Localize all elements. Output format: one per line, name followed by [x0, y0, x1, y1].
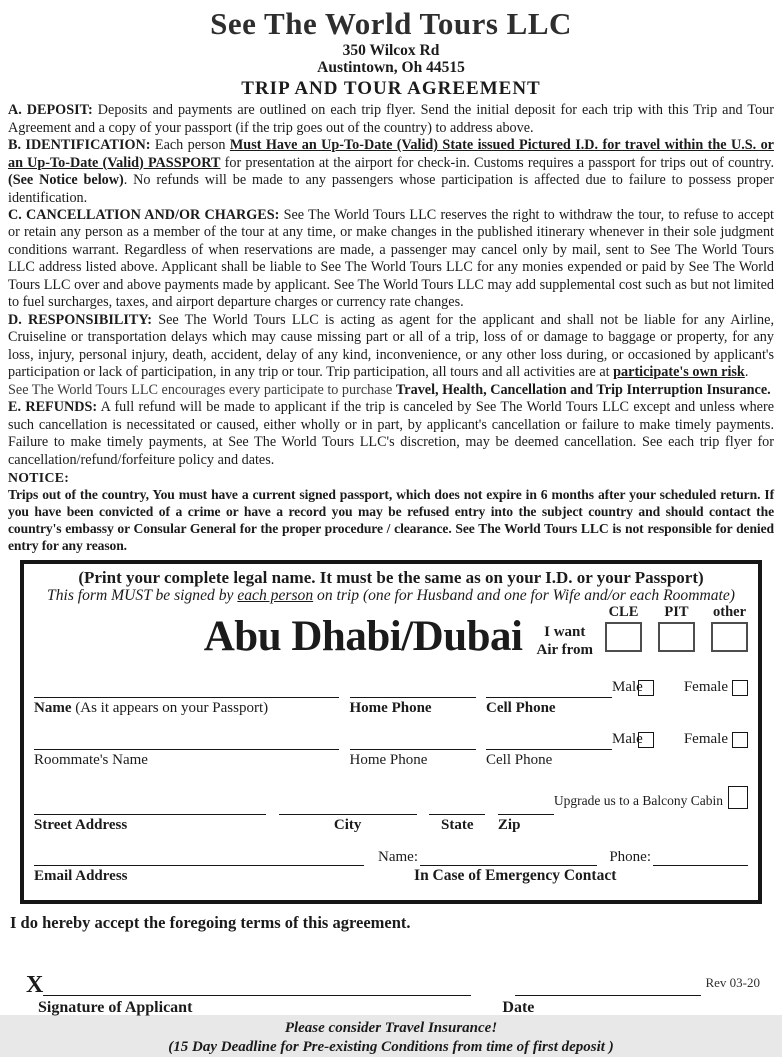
- name-hint: (As it appears on your Passport): [71, 700, 269, 717]
- revision-tag: Rev 03-20: [705, 975, 760, 990]
- applicant-name-label: [34, 698, 339, 718]
- pit-label: PIT: [664, 604, 689, 621]
- emergency-contact-group: [378, 849, 748, 886]
- applicant-sex-group: [612, 679, 748, 696]
- applicant-male-label: Male: [612, 679, 643, 696]
- see-notice-ref: (See Notice below): [8, 172, 124, 189]
- sign-instruction-pre: This form MUST be signed by: [47, 587, 238, 605]
- deposit-text: Deposits and payments are outlined on each trip flyer. Send the initial deposit for each trip with this Trip and Tour Agreement and a copy of your passport (if the trip goes out of the country) to address above.: [8, 102, 774, 136]
- roommate-name-field: [34, 733, 339, 770]
- address-line-1: 350 Wilcox Rd: [342, 41, 440, 59]
- terms-section: [0, 100, 782, 554]
- roommate-male-label: Male: [612, 731, 643, 748]
- acceptance-statement: I do hereby accept the foregoing terms of this agreement.: [10, 912, 411, 932]
- roommate-name-label: Roommate's Name: [34, 752, 148, 769]
- emergency-contact-inputs: [378, 849, 748, 866]
- email-input[interactable]: [34, 849, 364, 866]
- air-from-line2: Air from: [536, 642, 593, 659]
- street-address-input[interactable]: [34, 798, 266, 815]
- balcony-upgrade-label: Upgrade us to a Balcony Cabin: [553, 792, 724, 808]
- footer-notes: [0, 1019, 782, 1057]
- refunds-text: A full refund will be made to applicant if the trip is canceled by See The World Tours LLC except and unless where such cancellation is necessitated or caused, either wholly or in part, by applicant's cancellation or failure to make timely payments. Failure to make timely payments, at See The World Tours LLC's discretion, may be deemed cancellation. See each trip flyer for cancellation/refund/forfeiture policy and dates.: [8, 399, 774, 468]
- street-address-label: Street Address: [34, 817, 128, 834]
- other-label: other: [712, 604, 746, 621]
- name-word: Name: [34, 700, 72, 717]
- cle-checkbox[interactable]: [605, 622, 642, 652]
- cancellation-text: See The World Tours LLC reserves the right to withdraw the tour, to refuse to accept or retain any person as a member of the tour at any time, or make changes in the published itinerary whenever in their sole judgment conditions warrant. Regardless of when reservations are made, a passenger may cancel only by mail, sent to See The World Tours LLC address listed above. Applicant shall be liable to See The World Tours LLC for any monies expended or paid by See The World Tours LLC over and above payments made by applicant. See The World Tours LLC may add supplemental cost such as but not limited to fuel surcharges, taxes, and airport departure charges or currency rate changes.: [8, 207, 774, 311]
- address-row: [34, 786, 748, 835]
- city-input[interactable]: [279, 798, 417, 815]
- other-checkbox[interactable]: [711, 622, 748, 652]
- air-from-label: [536, 623, 593, 659]
- roommate-name-input[interactable]: [34, 733, 339, 750]
- applicant-home-phone-input[interactable]: [350, 681, 476, 698]
- deposit-label: A. DEPOSIT:: [8, 102, 93, 119]
- airport-choice-pit: [658, 605, 695, 652]
- company-name: See The World Tours LLC: [210, 6, 572, 41]
- emergency-name-label: Name:: [378, 849, 418, 866]
- insurance-text-pre: See The World Tours LLC encourages every participate to purchase: [8, 381, 396, 398]
- refunds-label: E. REFUNDS:: [8, 399, 98, 416]
- insurance-emphasis: Travel, Health, Cancellation and Trip Interruption Insurance.: [395, 381, 771, 398]
- travel-insurance-note: Please consider Travel Insurance!: [284, 1020, 498, 1037]
- address-line-2: Austintown, Oh 44515: [317, 59, 465, 76]
- paragraph-responsibility: [8, 312, 774, 382]
- email-label: Email Address: [34, 868, 128, 885]
- state-field: [429, 798, 485, 835]
- responsibility-label: D. RESPONSIBILITY:: [8, 311, 153, 328]
- applicant-female-label: Female: [683, 679, 728, 696]
- trip-destination-title: Abu Dhabi/Dubai: [203, 613, 523, 661]
- cle-label: CLE: [608, 604, 639, 621]
- applicant-name-field: [34, 681, 339, 718]
- applicant-home-phone-field: [350, 681, 476, 718]
- cancellation-label: C. CANCELLATION AND/OR CHARGES:: [8, 207, 280, 224]
- air-from-line1: I want: [544, 624, 586, 641]
- applicant-female-checkbox[interactable]: [732, 680, 748, 696]
- insurance-recommendation: [8, 382, 774, 399]
- date-input[interactable]: [515, 985, 701, 996]
- roommate-row: [34, 731, 748, 770]
- email-field: [34, 849, 364, 886]
- signature-labels: [38, 999, 782, 1017]
- date-label: Date: [502, 999, 535, 1017]
- signature-label: Signature of Applicant: [38, 999, 193, 1017]
- applicant-cell-phone-label: Cell Phone: [486, 700, 556, 717]
- emergency-name-input[interactable]: [420, 849, 597, 866]
- letterhead: [0, 0, 782, 100]
- identification-text-mid: for presentation at the airport for check-in. Customs requires a passport for trips out of country.: [220, 154, 774, 171]
- balcony-upgrade-checkbox[interactable]: [728, 786, 748, 809]
- applicant-cell-phone-input[interactable]: [486, 681, 612, 698]
- own-risk-emphasis: participate's own risk: [613, 364, 745, 381]
- roommate-cell-phone-field: [486, 733, 612, 770]
- identification-text-post: . No refunds will be made to any passengers whose participation is affected due to failure to possess proper identification.: [8, 172, 774, 206]
- airport-choices: [605, 605, 748, 652]
- roommate-female-label: Female: [683, 731, 728, 748]
- responsibility-period: .: [744, 364, 749, 381]
- emergency-contact-label: In Case of Emergency Contact: [414, 867, 617, 885]
- roommate-cell-phone-label: Cell Phone: [486, 752, 553, 769]
- signature-input[interactable]: [43, 985, 471, 996]
- sign-instruction-post: on trip (one for Husband and one for Wife and/or each Roommate): [313, 587, 735, 605]
- paragraph-deposit: [8, 102, 774, 137]
- each-person-emphasis: each person: [237, 587, 314, 605]
- email-emergency-row: [34, 849, 748, 886]
- roommate-home-phone-label: Home Phone: [349, 752, 428, 769]
- city-field: [279, 798, 417, 835]
- x-mark: X: [26, 971, 44, 998]
- pit-checkbox[interactable]: [658, 622, 695, 652]
- document-title: TRIP AND TOUR AGREEMENT: [241, 78, 541, 100]
- roommate-cell-phone-input[interactable]: [486, 733, 612, 750]
- application-form-box: [20, 560, 762, 904]
- sign-instruction: [34, 587, 748, 605]
- applicant-home-phone-label: Home Phone: [349, 700, 432, 717]
- airport-choice-other: [711, 605, 748, 652]
- identification-text-pre: Each person: [150, 137, 230, 154]
- print-name-instruction: (Print your complete legal name. It must be the same as on your I.D. or your Passport): [78, 567, 704, 587]
- zip-field: [498, 798, 554, 835]
- street-address-field: [34, 798, 266, 835]
- airport-choice-cle: [605, 605, 642, 652]
- signature-row: [26, 971, 782, 998]
- state-label: State: [441, 817, 474, 834]
- city-label: City: [333, 817, 362, 834]
- applicant-row: [34, 679, 748, 718]
- zip-input[interactable]: [498, 798, 554, 815]
- paragraph-identification: [8, 137, 774, 207]
- identification-emphasis: Must Have an Up-To-Date (Valid) State issued Pictured I.D. for travel within the U.S. or an Up-To-Date (Valid) PASSPORT: [8, 137, 774, 171]
- applicant-cell-phone-field: [486, 681, 612, 718]
- deadline-note: (15 Day Deadline for Pre-existing Conditions from time of first deposit ): [168, 1039, 614, 1056]
- identification-label: B. IDENTIFICATION:: [8, 137, 151, 154]
- roommate-home-phone-input[interactable]: [350, 733, 476, 750]
- notice-text: Trips out of the country, You must have a current signed passport, which does not expire in 6 months after your scheduled return. If you have been convicted of a crime or have a record you may be refused entry into the subject country and should contact the country's embassy or Consular General for the proper procedure / clearance. See The World Tours LLC is not responsible for denied entry for any reason.: [8, 487, 774, 554]
- roommate-female-checkbox[interactable]: [732, 732, 748, 748]
- applicant-male-checkbox[interactable]: [638, 680, 654, 696]
- responsibility-text: See The World Tours LLC is acting as agent for the applicant and shall not be liable for any Airline, Cruiseline or transportation delays which may cause missing part or all of a trip, loss of or damage to baggage or property, for any loss, injury, personal injury, death, accident, delay of any kind, inconvenience, or any other loss during, or occasioned by applicant's participation or lack of participation, in any trip or tour. Trip participation, all tours and all activities are at: [8, 311, 774, 381]
- zip-label: Zip: [497, 817, 521, 834]
- roommate-male-checkbox[interactable]: [638, 732, 654, 748]
- notice-label: NOTICE:: [8, 470, 70, 486]
- roommate-sex-group: [612, 731, 748, 748]
- emergency-phone-input[interactable]: [653, 849, 748, 866]
- balcony-upgrade-group: [554, 786, 748, 815]
- paragraph-cancellation: [8, 207, 774, 312]
- roommate-home-phone-field: [350, 733, 476, 770]
- trip-title-row: [34, 605, 748, 677]
- state-input[interactable]: [429, 798, 485, 815]
- emergency-phone-label: Phone:: [609, 849, 651, 866]
- applicant-name-input[interactable]: [34, 681, 339, 698]
- paragraph-refunds: [8, 399, 774, 469]
